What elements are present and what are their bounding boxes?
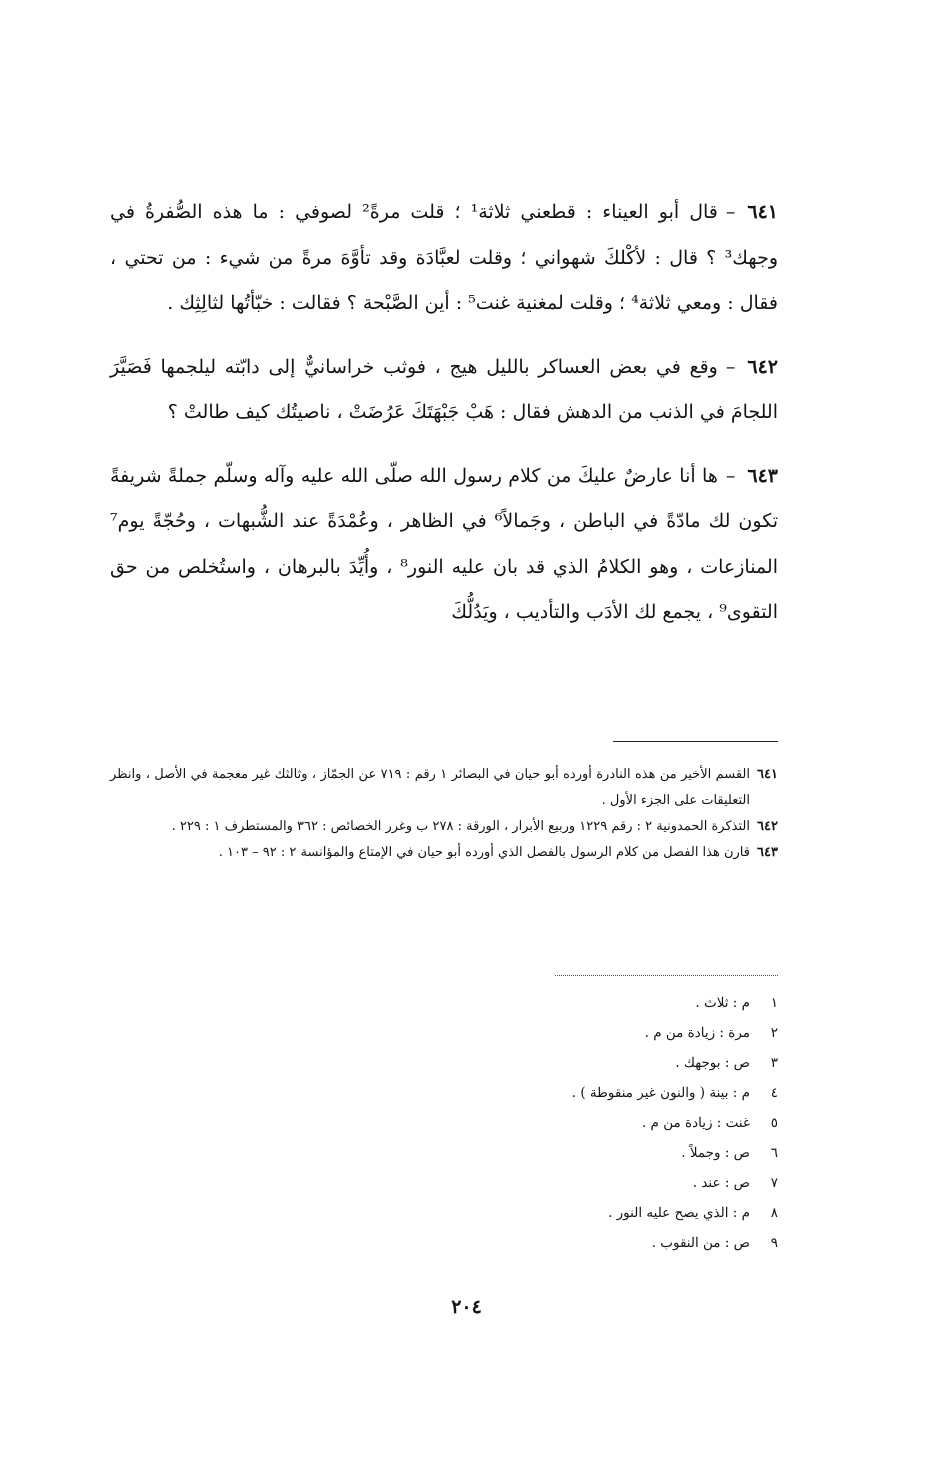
variant-number: ٨ [770,1205,778,1221]
variant-number: ٩ [770,1235,778,1251]
variant-text: مرة : زيادة من م . [644,1025,750,1041]
variant-text: م : الذي يصح عليه النور . [608,1205,750,1221]
footnote-text: التذكرة الحمدونية ٢ : رقم ١٢٢٩ وربيع الأبرار ، الورقة : ٢٧٨ ب وغرر الخصائص : ٣٦٢ والمستطرف ١ : ٢٢٩ . [171,819,750,834]
footnote-number: ٦٤١ [757,767,778,782]
paragraph-text: قال أبو العيناء : قطعني ثلاثة¹ ؛ قلت مرةً² لصوفي : ما هذه الصُّفرةُ في وجهك³ ؟ قال : لأكْلكَ شهواني ؛ وقلت لعبَّادَة وقد تأوَّهَ مرةً من شيء : من تحتي ، فقال : ومعي ثلاثة⁴ ؛ وقلت لمغنية غنت⁵ : أين الصَّبْحة ؟ فقالت : خبّأتُها لثالِثِك . [110,201,778,314]
paragraph-number: ٦٤٣ [747,464,778,487]
variant-3 [418,1048,778,1078]
variant-text: ص : من النقوب . [651,1235,750,1251]
dash: – [725,464,736,487]
footnote-text: القسم الأخير من هذه النادرة أورده أبو حيان في البصائر ١ رقم : ٧١٩ عن الجمّاز ، وثالثك غير معجمة في الأصل ، وانظر التعليقات على الجزء الأول . [110,767,751,808]
variant-9 [418,1228,778,1258]
dash: – [725,355,736,378]
variant-8 [418,1198,778,1228]
variant-number: ٤ [770,1085,778,1101]
variant-readings [418,988,778,1258]
variant-1 [418,988,778,1018]
footnotes [110,762,778,866]
paragraph-number: ٦٤١ [747,201,778,223]
footnote-number: ٦٤٢ [757,819,778,834]
variant-5 [418,1108,778,1138]
variant-number: ٣ [770,1055,778,1071]
variant-7 [418,1168,778,1198]
variant-text: ص : وجملاً . [681,1145,750,1161]
footnote-641 [110,762,778,814]
variants-separator [555,975,778,976]
variant-4 [418,1078,778,1108]
variant-text: غنت : زيادة من م . [641,1115,750,1131]
variant-number: ٥ [770,1115,778,1131]
variant-text: م : بينة ( والنون غير منقوطة ) . [571,1085,750,1101]
dash: – [725,201,736,223]
footnote-642 [110,814,778,840]
main-text [110,190,778,654]
paragraph-number: ٦٤٢ [747,355,778,378]
variant-number: ٧ [770,1175,778,1191]
footnote-text: قارن هذا الفصل من كلام الرسول بالفصل الذي أورده أبو حيان في الإمتاع والمؤانسة ٢ : ٩٢ – ١٠٣ . [218,845,750,860]
paragraph-text: وقع في بعض العساكر بالليل هيج ، فوثب خراسانيٌّ إلى دابّته ليلجمها فَصَيَّرَ اللجامَ في الذنب من الدهش فقال : هَبْ جَبْهَتَكَ عَرُضَتْ ، ناصيتُك كيف طالتْ ؟ [110,355,778,423]
paragraph-text: ها أنا عارضٌ عليكَ من كلام رسول الله صلّى الله عليه وآله وسلّم جملةً شريفةً تكون لك مادّةً في الباطن ، وجَمالاً⁶ في الظاهر ، وعُمْدَةً عند الشُّبهات ، وحُجّةً يوم⁷ المنازعات ، وهو الكلامُ الذي قد بان عليه النور⁸ ، وأُيِّدَ بالبرهان ، واستُخلص من حق التقوى⁹ ، يجمع لك الأدَب والتأديب ، ويَدُلُّكَ [110,464,778,623]
footnote-number: ٦٤٣ [757,845,778,860]
variant-text: ص : عند . [692,1175,750,1191]
variant-6 [418,1138,778,1168]
variant-text: ص : بوجهك . [675,1055,750,1071]
footnote-643 [110,840,778,866]
paragraph-641 [110,190,778,327]
page-number: ٢٠٤ [451,1296,482,1318]
variant-text: م : ثلاث . [695,995,750,1011]
footnote-separator [613,741,778,742]
paragraph-642 [110,345,778,436]
variant-2 [418,1018,778,1048]
paragraph-643 [110,454,778,636]
variant-number: ١ [770,995,778,1011]
variant-number: ٢ [770,1025,778,1041]
variant-number: ٦ [770,1145,778,1161]
